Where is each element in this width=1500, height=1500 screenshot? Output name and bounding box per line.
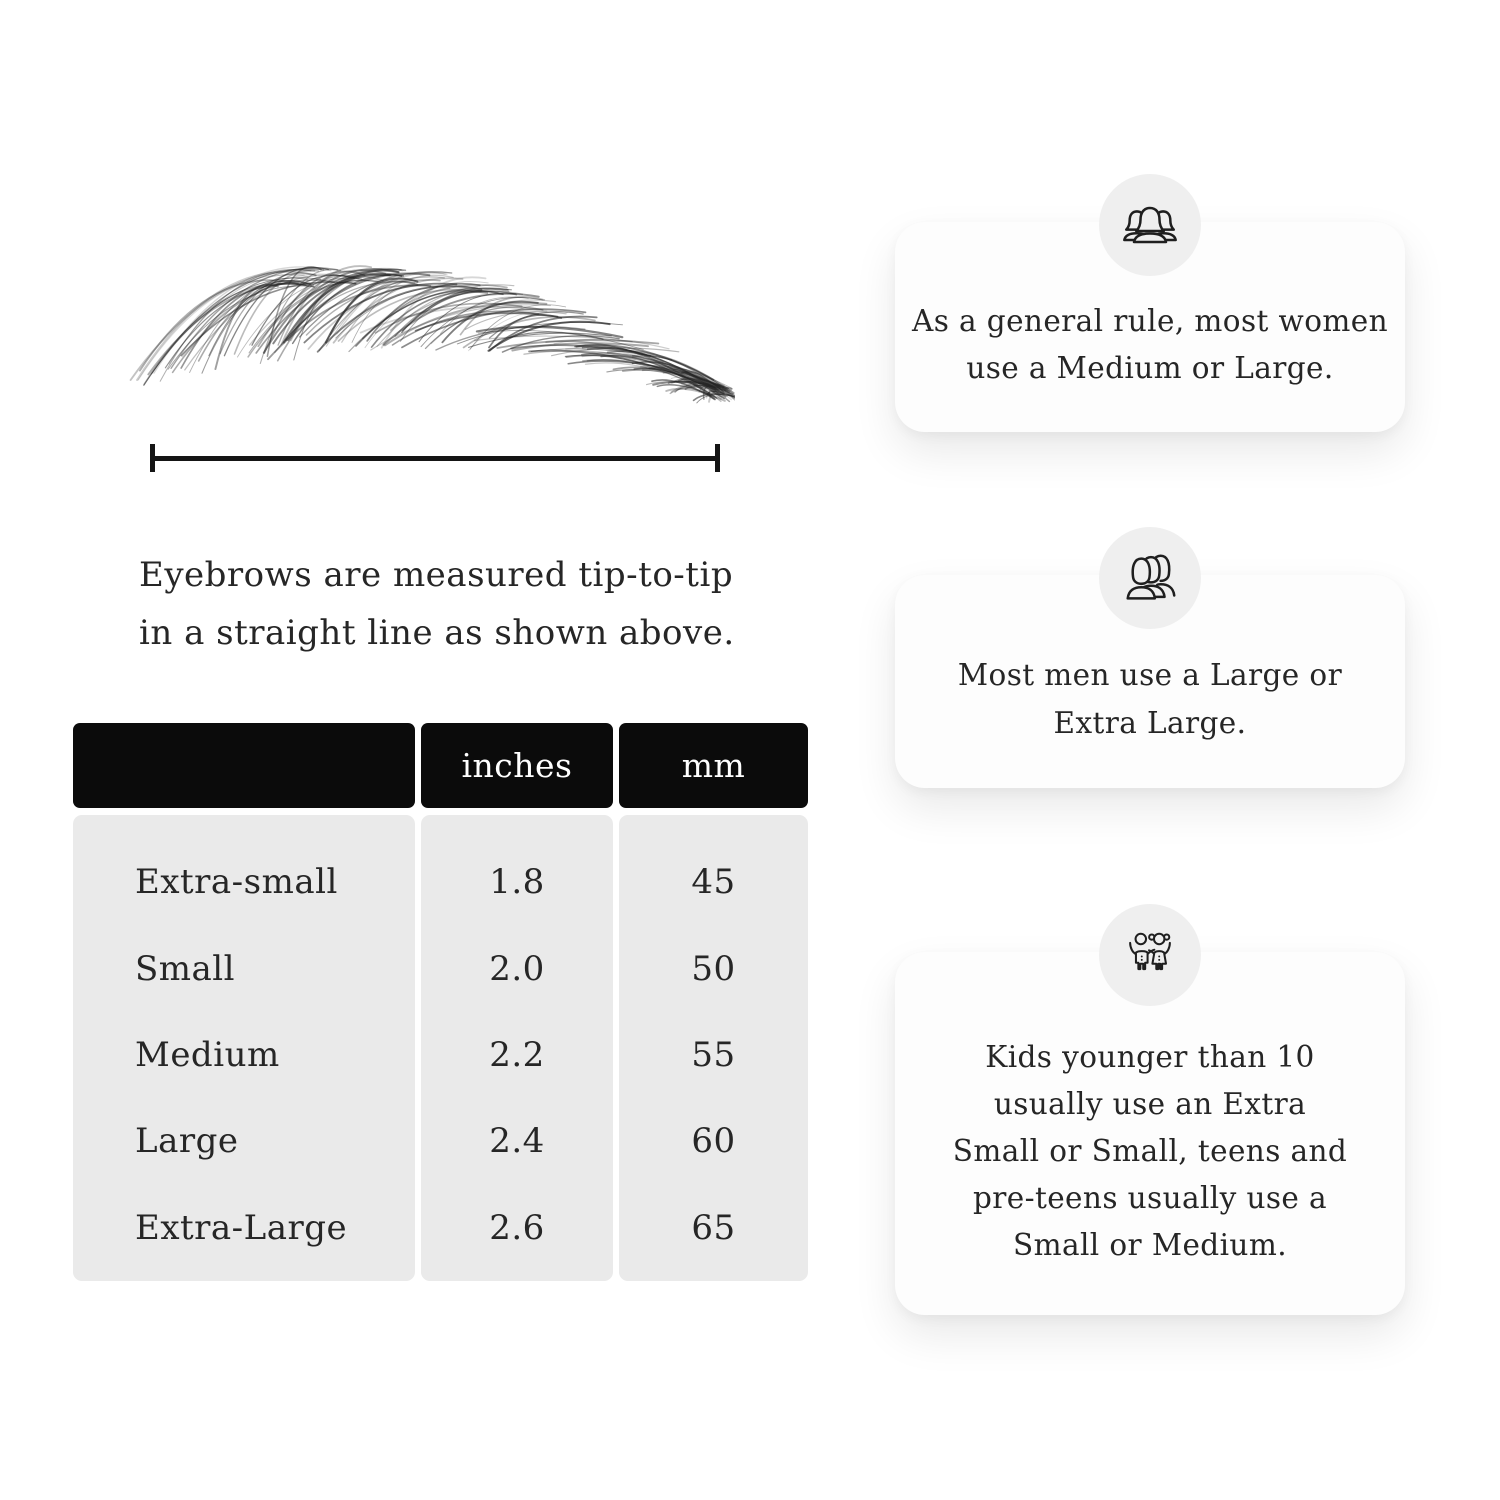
table-header-inches: inches bbox=[421, 723, 613, 808]
card-text: As a general rule, most women use a Medium or Large. bbox=[912, 303, 1388, 385]
measurement-line-right-cap bbox=[715, 444, 720, 472]
table-cell-mm: 60 bbox=[691, 1121, 736, 1162]
card-text: Kids younger than 10 usually use an Extra Small or Small, teens and pre-teens usually use a Small or Medium. bbox=[952, 1039, 1348, 1263]
info-card-men bbox=[895, 575, 1405, 788]
table-cell-mm: 55 bbox=[691, 1035, 736, 1076]
table-cell-mm: 50 bbox=[691, 948, 736, 989]
table-cell-mm: 45 bbox=[691, 862, 736, 903]
info-card-kids bbox=[895, 952, 1405, 1315]
table-cell-label: Small bbox=[135, 948, 236, 989]
measurement-line-bar bbox=[152, 456, 718, 461]
table-cell-label: Medium bbox=[135, 1035, 280, 1076]
size-table bbox=[73, 723, 806, 1281]
table-cell-label: Extra-Large bbox=[135, 1207, 348, 1248]
table-header-size bbox=[73, 723, 415, 808]
info-card-women bbox=[895, 222, 1405, 432]
icon-circle bbox=[1099, 527, 1201, 629]
eyebrow-illustration bbox=[115, 248, 735, 418]
table-header-mm: mm bbox=[619, 723, 808, 808]
table-cell-inches: 2.2 bbox=[489, 1035, 545, 1076]
table-column-size-labels bbox=[73, 815, 415, 1281]
table-cell-label: Large bbox=[135, 1121, 239, 1162]
women-group-icon bbox=[1119, 194, 1181, 256]
kids-icon bbox=[1119, 924, 1181, 986]
table-cell-mm: 65 bbox=[691, 1207, 736, 1248]
icon-circle bbox=[1099, 904, 1201, 1006]
table-cell-inches: 2.0 bbox=[489, 948, 545, 989]
table-column-mm bbox=[619, 815, 808, 1281]
table-cell-inches: 1.8 bbox=[489, 862, 545, 903]
card-text: Most men use a Large or Extra Large. bbox=[957, 658, 1343, 740]
table-column-inches bbox=[421, 815, 613, 1281]
measurement-line bbox=[150, 444, 720, 472]
table-cell-inches: 2.4 bbox=[489, 1121, 545, 1162]
table-cell-label: Extra-small bbox=[135, 862, 338, 903]
table-cell-inches: 2.6 bbox=[489, 1207, 545, 1248]
measurement-caption: Eyebrows are measured tip-to-tip in a straight line as shown above. bbox=[139, 555, 735, 653]
icon-circle bbox=[1099, 174, 1201, 276]
men-group-icon bbox=[1119, 547, 1181, 609]
